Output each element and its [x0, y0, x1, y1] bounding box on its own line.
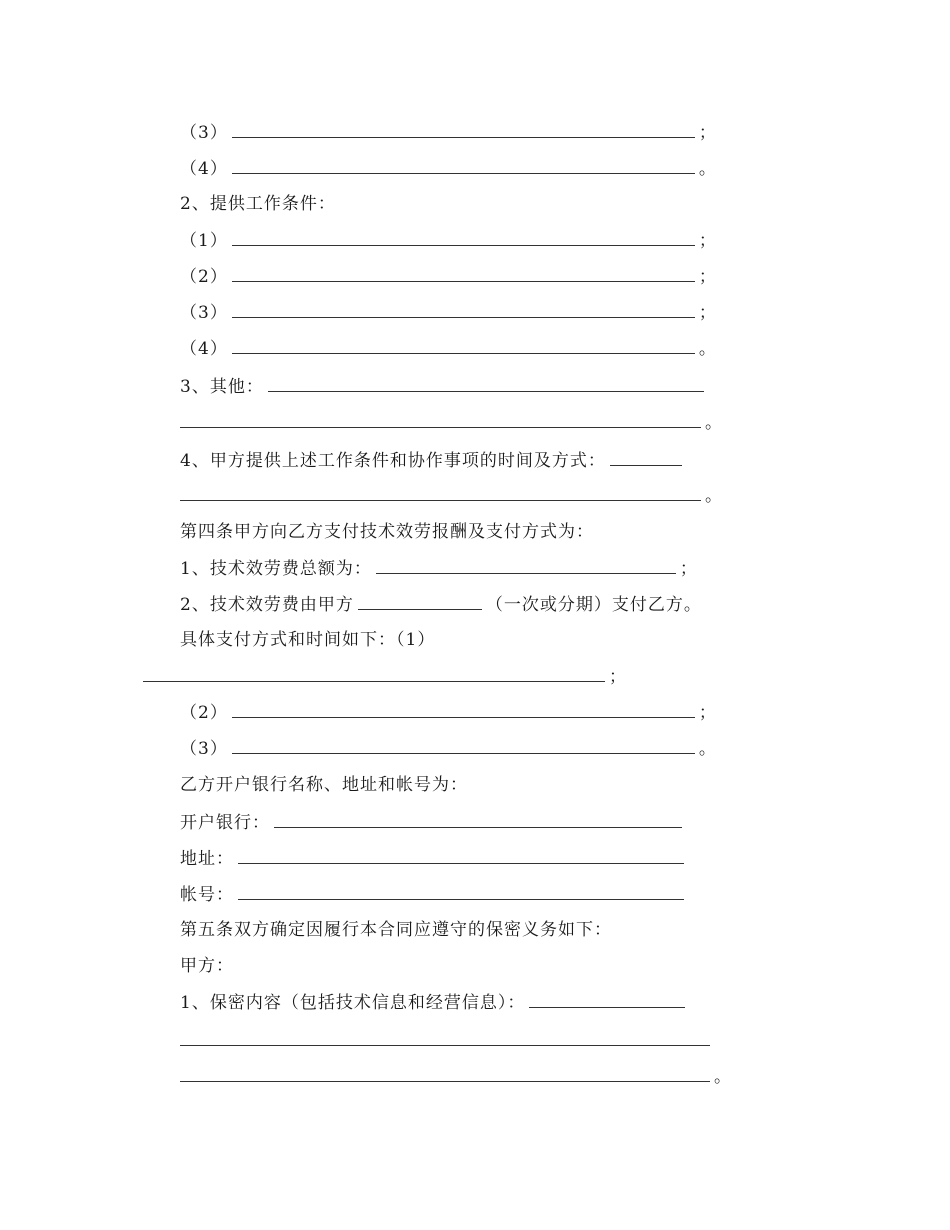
section-heading [180, 194, 336, 214]
line-mid: （一次或分期）支付乙方。 [485, 595, 702, 615]
item-3-line [180, 302, 717, 322]
continuation-line [180, 1066, 732, 1086]
line-label: 甲方： [180, 956, 234, 976]
line-label: 具体支付方式和时间如下：（1） [180, 630, 436, 650]
fill-blank[interactable] [232, 230, 695, 246]
line-label: 3、其他： [180, 377, 264, 397]
line-end: 。 [698, 159, 717, 179]
line-label: （4） [180, 339, 228, 359]
line-label: 乙方开户银行名称、地址和帐号为： [180, 775, 468, 795]
continuation-line [180, 412, 723, 432]
fill-blank[interactable] [358, 594, 482, 610]
line-label: （3） [180, 739, 228, 759]
line-label: （2） [180, 267, 228, 287]
line-label: 4、甲方提供上述工作条件和协作事项的时间及方式： [180, 451, 606, 471]
line-label: 2、提供工作条件： [180, 194, 336, 214]
fill-blank[interactable] [274, 812, 682, 828]
line-label: （3） [180, 303, 228, 323]
line-end: 。 [698, 739, 717, 759]
fill-blank[interactable] [232, 122, 695, 138]
fill-blank[interactable] [610, 450, 682, 466]
fill-blank[interactable] [232, 302, 695, 318]
line-end: 。 [714, 1067, 732, 1087]
article-5-heading [180, 920, 612, 940]
line-label: （1） [180, 231, 228, 251]
line-end: ； [698, 123, 717, 143]
item-1-line [180, 230, 717, 250]
item-2-line [180, 266, 717, 286]
item-3-line [180, 738, 717, 758]
line-label: 地址： [180, 849, 234, 869]
line-end: 。 [705, 486, 723, 506]
bank-info-heading [180, 775, 468, 795]
item-2-line [180, 702, 717, 722]
line-label: 2、技术效劳费由甲方 [180, 595, 354, 615]
line-label: 第五条双方确定因履行本合同应遵守的保密义务如下： [180, 920, 612, 940]
line-label: 1、保密内容（包括技术信息和经营信息）： [180, 993, 526, 1013]
fill-blank[interactable] [180, 1030, 710, 1046]
line-label: 第四条甲方向乙方支付技术效劳报酬及支付方式为： [180, 522, 594, 542]
line-label: 帐号： [180, 885, 234, 905]
account-line [180, 884, 688, 904]
fill-blank[interactable] [238, 884, 684, 900]
fill-blank[interactable] [180, 485, 701, 501]
item-4-line [180, 158, 717, 178]
fill-blank[interactable] [232, 338, 695, 354]
article-4-heading [180, 522, 594, 542]
fill-blank[interactable] [238, 848, 684, 864]
continuation-line [143, 666, 627, 686]
fill-blank[interactable] [232, 702, 695, 718]
line-label: （4） [180, 159, 228, 179]
fill-blank[interactable] [232, 738, 695, 754]
total-fee-line [180, 558, 698, 578]
fill-blank[interactable] [268, 376, 704, 392]
confidential-content-line [180, 992, 689, 1012]
line-label: （2） [180, 703, 228, 723]
item-4-line [180, 338, 717, 358]
line-end: ； [698, 267, 717, 287]
fill-blank[interactable] [180, 1066, 710, 1082]
line-end: ； [698, 303, 717, 323]
line-end: ； [698, 231, 717, 251]
line-end: 。 [705, 413, 723, 433]
continuation-line [180, 485, 723, 505]
timing-line [180, 450, 686, 470]
address-line [180, 848, 688, 868]
fill-blank[interactable] [376, 558, 676, 574]
line-label: （3） [180, 123, 228, 143]
line-end: 。 [698, 339, 717, 359]
line-label: 开户银行： [180, 813, 270, 833]
line-label: 1、技术效劳费总额为： [180, 559, 372, 579]
bank-name-line [180, 812, 686, 832]
party-a-heading [180, 956, 234, 976]
item-3-line [180, 122, 717, 142]
line-end: ； [609, 667, 627, 687]
line-end: ； [698, 703, 717, 723]
payment-schedule-line [180, 630, 435, 650]
line-end: ； [679, 559, 698, 579]
fill-blank[interactable] [232, 158, 695, 174]
fill-blank[interactable] [143, 666, 605, 682]
fill-blank[interactable] [180, 412, 701, 428]
other-line [180, 376, 708, 396]
payment-method-line [180, 594, 702, 614]
continuation-line [180, 1030, 714, 1050]
fill-blank[interactable] [232, 266, 695, 282]
fill-blank[interactable] [529, 992, 685, 1008]
